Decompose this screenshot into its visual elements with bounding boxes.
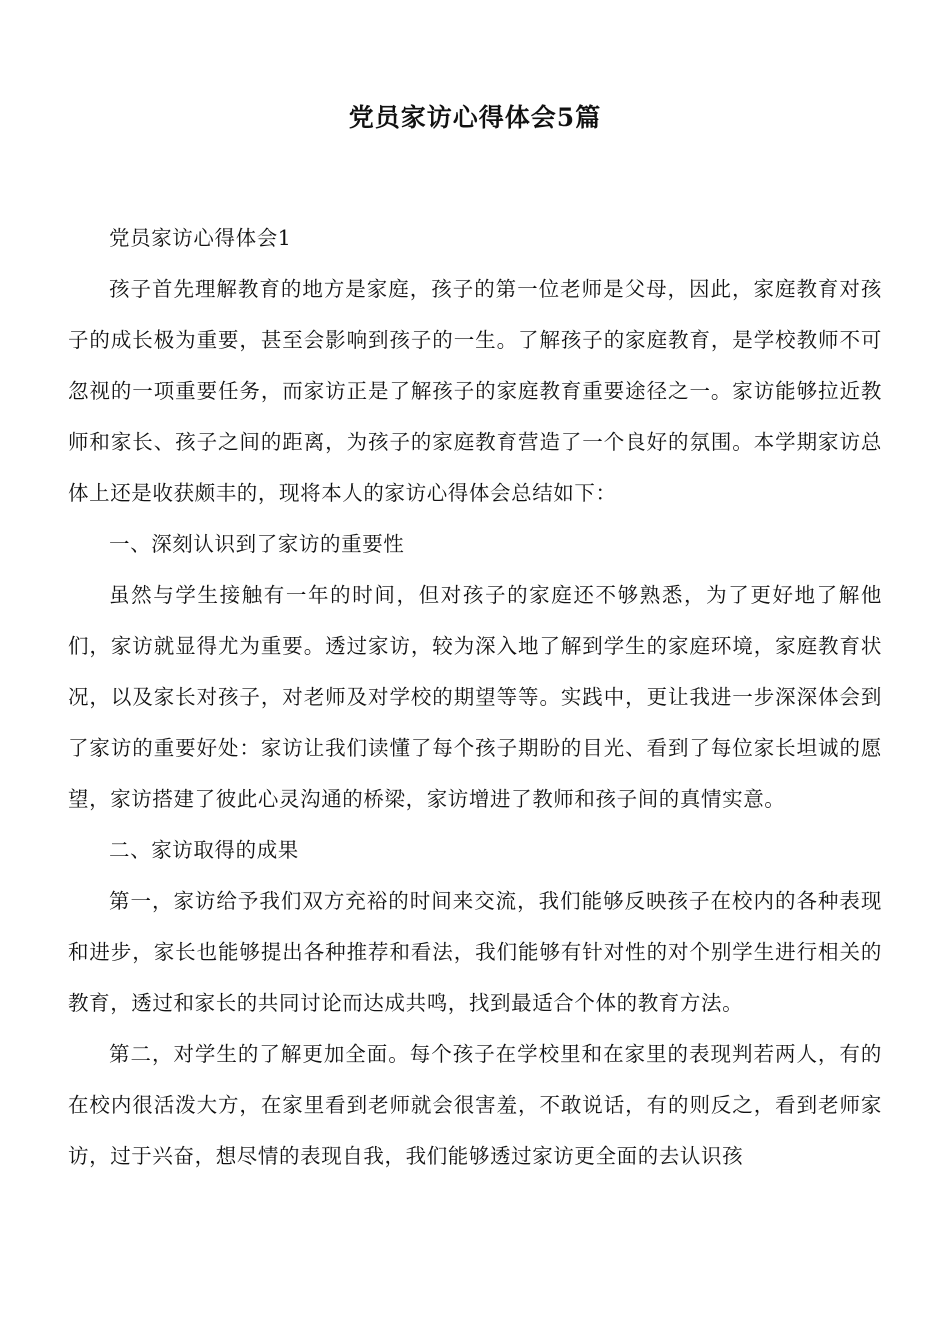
paragraph: 第二，对学生的了解更加全面。每个孩子在学校里和在家里的表现判若两人，有的在校内很活泼大方，在家里看到老师就会很害羞，不敢说话，有的则反之，看到老师家访，过于兴奋，想尽情的表现自我，我们能够透过家访更全面的去认识孩 xyxy=(68,1042,882,1168)
section-heading: 二、家访取得的成果 xyxy=(109,838,299,862)
section-heading: 党员家访心得体会1 xyxy=(109,226,292,250)
section-heading: 一、深刻认识到了家访的重要性 xyxy=(109,532,405,556)
document-body xyxy=(68,213,882,1182)
document-title: 党员家访心得体会5篇 xyxy=(348,103,602,132)
paragraph: 第一，家访给予我们双方充裕的时间来交流，我们能够反映孩子在校内的各种表现和进步，家长也能够提出各种推荐和看法，我们能够有针对性的对个别学生进行相关的教育，透过和家长的共同讨论而达成共鸣，找到最适合个体的教育方法。 xyxy=(68,889,882,1015)
paragraph: 虽然与学生接触有一年的时间，但对孩子的家庭还不够熟悉，为了更好地了解他们，家访就显得尤为重要。透过家访，较为深入地了解到学生的家庭环境，家庭教育状况，以及家长对孩子，对老师及对学校的期望等等。实践中，更让我进一步深深体会到了家访的重要好处：家访让我们读懂了每个孩子期盼的目光、看到了每位家长坦诚的愿望，家访搭建了彼此心灵沟通的桥梁，家访增进了教师和孩子间的真情实意。 xyxy=(68,583,882,811)
paragraph: 孩子首先理解教育的地方是家庭，孩子的第一位老师是父母，因此，家庭教育对孩子的成长极为重要，甚至会影响到孩子的一生。了解孩子的家庭教育，是学校教师不可忽视的一项重要任务，而家访正是了解孩子的家庭教育重要途径之一。家访能够拉近教师和家长、孩子之间的距离，为孩子的家庭教育营造了一个良好的氛围。本学期家访总体上还是收获颇丰的，现将本人的家访心得体会总结如下： xyxy=(68,277,882,505)
